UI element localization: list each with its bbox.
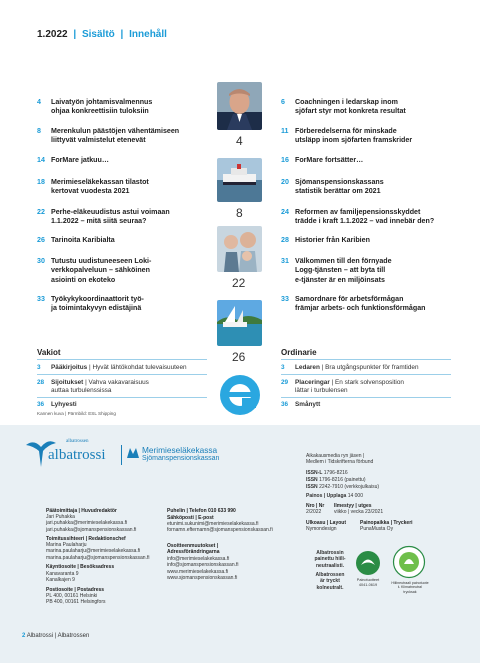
print-run: Painos | Upplaga 14 000 (306, 493, 363, 499)
printer-label: Painopaikka | Tryckeri (360, 520, 413, 526)
carbon-neutral-sv: Albatrossen är tryckt kolneutralt. (315, 572, 345, 591)
title-swedish: Innehåll (129, 29, 167, 40)
title-finnish: Sisältö (81, 29, 115, 40)
carbon-neutral-fi: Albatrossin painettu hiili- neutraalisti. (314, 550, 346, 569)
issn-row: ISSN 2242-7910 (verkkojulkaisu) (306, 484, 380, 490)
page-label: Albatrossi | Albatrossen (26, 633, 90, 639)
phone-label: Puhelin | Telefon 010 633 990 (167, 508, 236, 514)
postal-text: PL 400, 00161 Helsinki PB 400, 00161 Helsingfors (46, 593, 106, 606)
e-service-logo-icon (218, 372, 262, 418)
thumbnail-page-number: 26 (232, 350, 246, 364)
printer-text: PunaMusta Oy (360, 526, 394, 532)
magazine-page: 1.2022 | Sisältö | Innehåll 4 Laivatyön johtamisvalmennus ohjaa konkreettisiin tuloksiin 8 Merenkulun päästöjen vähentämiseen liittyvät valmistelut etenevät 14 ForMare jatkuu… 18 Merimieseläkekassan tilastot kertovat vuodesta 2021 22 Perhe-eläkeuudistus astui voimaan 1.1.2022 – mitä siitä seuraa? 26 Tarinoita Karibialta 30 Tutustu uudistuneeseen Loki- verkkopalveluun – sähköinen asiointi on ekoteko 33 Työkykykoordinaattorit työ- ja toimintakyvyn edistäjinä 4 8 22 26 6 Coachningen i ledarskap inom sjöfart styr mot konkreta resultat 11 Förberedelserna för minskade utsläpp inom sjöfarten framskrider 16 ForMare fortsätter… 20 Sjömanspensionskassans statistik berättar om 2021 24 Reformen av familjepensionsskyddet trädde i kraft 1.1.2022 – vad innebär den? 28 Historier från Karibien 31 Välkommen till den förnyade Logg-tjänsten – att byta till e-tjänster är en miljöinsats 33 Samordnare för arbetsförmågan främjar arbets- och funktionsförmågan Vakiot 3 Pääkirjoitus | Hyvät lähtökohdat tulevaisuuteen 28 Sijoitukset | Vahva vakavaraisuus auttaa turbulenssissa 36 Lyhyesti Ordinarie 3 Ledaren | Bra utgångspunkter för framtiden 29 Placeringar | En stark solvensposition lättar i turbulensen 36 Smånytt Kannen kuva | Pärmbild: ESL Shipping albatrossen albatrossi Merimieseläkekassa Sjömanspensionskassan Päätoimittaja | Huvudredaktör Jari Puhakka jari.puhakka@merimieselakekassa.fi jari.puhakka@sjomanspensionskassan.fi Toimitussihteeri | Redaktionschef Marina Paulaharju marina.paulaharju@merimieselakekassa.fi marina.paulaharju@sjomanspensionskassan.fi Käyntiosoite | Besöksadress Kanavaranta 9 Kanalkajen 9 Postiosoite | Postadress PL 400, 00161 Helsinki PB 400, 00161 Helsingfors Puhelin | Telefon 010 633 990 Sähköposti | E-post etunimi.sukunimi@merimieselakekassa.fi fornamn.efternamn@sjomanspensionskassan.fi Osoitteenmuutokset | Adressförändringarna info@merimieselakekassa.fi info@sjomanspensionskassan.fi www.merimieselakekassa.fi www.sjomanspensionskassan.fi Aikakausmedia ryn jäsen | Medlem i Tidskrifterna förbund ISSN-L 1796-8216 ISSN 1796-8216 (painettu) ISSN 2242-7910 (verkkojulkaisu) Painos | Upplaga 14 000 Nro | Nr 2/2022 Ilmestyy | utges viikko | vecka 23/2021 Ulkoasu | Layout Nymondesign Painopaikka | Tryckeri PunaMusta Oy Albatrossin painettu hiili- neutraalisti. Albatrossen är tryckt kolneutralt. Painotuotteet 4041-0619 Hiilineutraali painotuote Ł Klimatneutral trycksak 2 Albatrossi | Albatrossen (0, 0, 480, 663)
divider (281, 359, 451, 360)
family-image (217, 226, 262, 272)
visit-text: Kanavaranta 9 Kanalkajen 9 (46, 571, 79, 584)
vakiot-title: Vakiot (37, 348, 61, 357)
page-footer (22, 633, 89, 639)
email-label: Sähköposti | E-post (167, 515, 214, 521)
swan-ecolabel-icon (355, 550, 381, 576)
issn-row: ISSN-L 1796-8216 (306, 470, 348, 476)
logo-albatrossi: albatrossi (48, 447, 106, 463)
thumbnail-page-number: 8 (236, 206, 243, 220)
issue-no-text: 2/2022 (306, 509, 322, 515)
membership-text: Aikakausmedia ryn jäsen | Medlem i Tidskrifterna förbund (306, 453, 374, 466)
thumbnail-portrait[interactable] (217, 82, 262, 130)
thumbnail-page-number: 4 (236, 134, 243, 148)
address-change-label: Osoitteenmuutokset | Adressförändringarna (167, 543, 220, 556)
editor-label: Päätoimittaja | Huvudredaktör (46, 508, 117, 514)
carbon-neutral-badge-icon (392, 545, 426, 579)
thumbnail-harbor[interactable] (217, 300, 262, 346)
thumbnail-family[interactable] (217, 226, 262, 272)
logo-albatrossen: albatrossen (66, 439, 89, 444)
merimieselakekassa-m-icon (127, 447, 139, 459)
brand-swedish: Sjömanspensionskassan (142, 455, 220, 462)
logo-divider (121, 445, 122, 465)
brand-finnish: Merimieseläkekassa (142, 445, 218, 455)
email-text: etunimi.sukunimi@merimieselakekassa.fi fornamn.efternamn@sjomanspensionskassan.fi (167, 521, 273, 534)
secretary-text: Marina Paulaharju marina.paulaharju@merimieselakekassa.fi marina.paulaharju@sjomanspensionskassan.fi (46, 542, 150, 561)
published-label: Ilmestyy | utges (334, 503, 372, 509)
layout-label: Ulkoasu | Layout (306, 520, 347, 526)
visit-label: Käyntiosoite | Besöksadress (46, 564, 115, 570)
thumbnail-e-logo[interactable] (218, 372, 262, 418)
cover-credit: Kannen kuva | Pärmbild: ESL Shipping (37, 411, 116, 416)
layout-text: Nymondesign (306, 526, 337, 532)
divider (281, 374, 451, 375)
issn-row: ISSN 1796-8216 (painettu) (306, 477, 366, 483)
thumbnail-page-number: 22 (232, 276, 246, 290)
ordinarie-title: Ordinarie (281, 348, 317, 357)
postal-label: Postiosoite | Postadress (46, 587, 105, 593)
harbor-image (217, 300, 262, 346)
issue-no-label: Nro | Nr (306, 503, 325, 509)
divider (37, 374, 207, 375)
thumbnail-ship[interactable] (217, 158, 262, 202)
page-number: 2 (22, 633, 26, 639)
divider (37, 359, 207, 360)
colophon (0, 425, 480, 663)
secretary-label: Toimitussihteeri | Redaktionschef (46, 536, 126, 542)
issue-number: 1.2022 (37, 29, 68, 40)
divider (281, 397, 451, 398)
published-text: viikko | vecka 23/2021 (334, 509, 384, 515)
portrait-image (217, 82, 262, 130)
badge-caption: Hiilineutraali painotuote Ł Klimatneutral trycksak (391, 581, 429, 594)
swan-caption: Painotuotteet 4041-0619 (356, 578, 380, 587)
contents-header: 1.2022 | Sisältö | Innehåll (37, 29, 167, 40)
address-change-text: info@merimieselakekassa.fi info@sjomanspensionskassan.fi www.merimieselakekassa.fi www.sjomanspensionskassan.fi (167, 556, 239, 582)
ship-image (217, 158, 262, 202)
divider (37, 397, 207, 398)
editor-text: Jari Puhakka jari.puhakka@merimieselakekassa.fi jari.puhakka@sjomanspensionskassan.fi (46, 514, 137, 533)
